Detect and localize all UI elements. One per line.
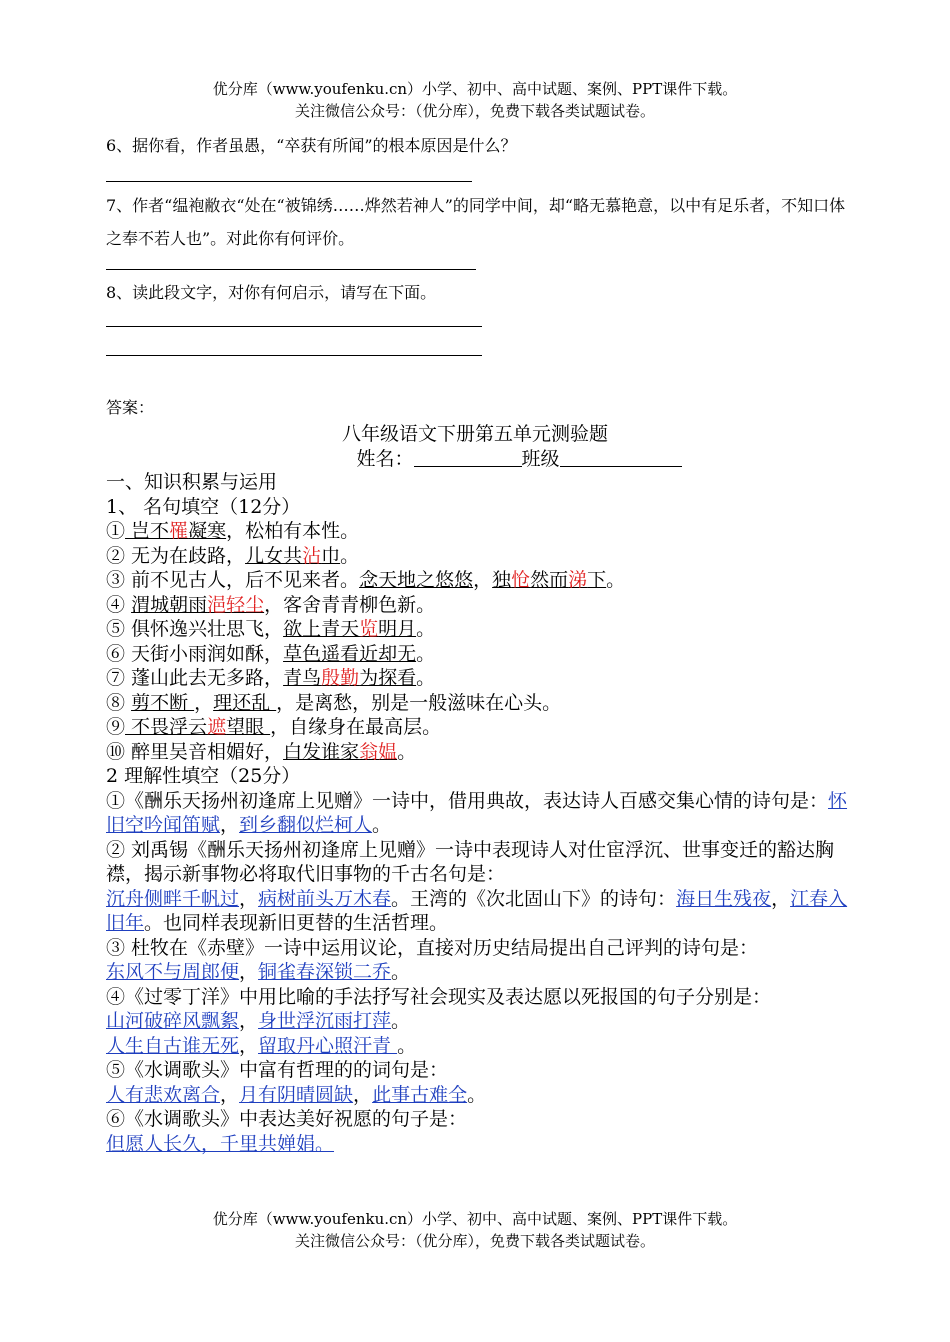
comp-item-5: ⑤《水调歌头》中富有哲理的的词句是： 人有悲欢离合，月有阴晴圆缺，此事古难全。 (106, 1059, 487, 1106)
fill-line-1: ① 岂不罹凝寒，松柏有本性。 (106, 520, 360, 542)
section-1-heading: 一、知识积累与运用 (106, 471, 278, 493)
footer-line-1: 优分库（www.youfenku.cn）小学、初中、高中试题、案例、PPT课件下载。 (212, 1210, 738, 1228)
fill-line-9: ⑨ 不畏浮云遮望眼 ，自缘身在最高层。 (106, 716, 442, 738)
answer-body (106, 470, 851, 1156)
answer-blank-8b[interactable] (106, 355, 482, 356)
fill-line-7: ⑦ 蓬山此去无多路，青鸟殷勤为探看。 (106, 667, 436, 689)
fill-line-2: ② 无为在歧路，儿女共沾巾。 (106, 544, 360, 567)
class-label: 班级 (521, 448, 560, 470)
header-line-1: 优分库（www.youfenku.cn）小学、初中、高中试题、案例、PPT课件下载。 (212, 80, 738, 98)
footer-line-2: 关注微信公众号：（优分库），免费下载各类试题试卷。 (294, 1232, 655, 1250)
header-line-2: 关注微信公众号：（优分库），免费下载各类试题试卷。 (294, 102, 655, 120)
question-7: 7、作者“缊袍敝衣“处在“被锦绣……烨然若神人”的同学中间，却“略无慕艳意，以中有足乐者，不知口体之奉不若人也”。对此你有何评价。 (106, 196, 846, 248)
class-field[interactable] (560, 448, 682, 467)
name-label: 姓名： (356, 448, 414, 470)
exam-title: 八年级语文下册第五单元测验题 (341, 423, 608, 445)
fill-line-8: ⑧ 剪不断 ，理还乱 ，是离愁，别是一般滋味在心头。 (106, 691, 562, 714)
fill-line-10: ⑩ 醉里吴音相媚好，白发谁家翁媪。 (106, 740, 417, 763)
part-2-heading: 2 理解性填空（25分） (106, 765, 301, 787)
answer-blank-7[interactable] (106, 269, 476, 270)
answer-blank-6[interactable] (106, 181, 472, 182)
page-footer (0, 1208, 950, 1252)
answers-label: 答案： (106, 398, 155, 417)
comp-item-1: ①《酬乐天扬州初逢席上见赠》一诗中，借用典故，表达诗人百感交集心情的诗句是：怀旧空吟闻笛赋，到乡翻似烂柯人。 (106, 789, 848, 836)
question-8: 8、读此段文字，对你有何启示，请写在下面。 (106, 283, 437, 302)
name-class-line (0, 447, 950, 472)
name-field[interactable] (414, 448, 522, 467)
fill-line-6: ⑥ 天街小雨润如酥，草色遥看近却无。 (106, 642, 436, 665)
fill-line-5: ⑤ 俱怀逸兴壮思飞，欲上青天览明月。 (106, 618, 436, 640)
comp-item-6: ⑥《水调歌头》中表达美好祝愿的句子是： 但愿人长久，千里共婵娟。 (106, 1108, 468, 1155)
question-6: 6、据你看，作者虽愚，“卒获有所闻”的根本原因是什么？ (106, 136, 517, 155)
part-1-heading: 1、 名句填空（12分） (106, 495, 301, 518)
page-header (0, 78, 950, 122)
comp-item-3: ③ 杜牧在《赤壁》一诗中运用议论，直接对历史结局提出自己评判的诗句是： 东风不与周郎便，铜雀春深锁二乔。 (106, 936, 759, 983)
fill-line-3: ③ 前不见古人，后不见来者。念天地之悠悠，独怆然而涕下。 (106, 569, 626, 591)
fill-line-4: ④ 渭城朝雨浥轻尘，客舍青青柳色新。 (106, 593, 436, 616)
answer-blank-8a[interactable] (106, 326, 482, 327)
comp-item-2: ② 刘禹锡《酬乐天扬州初逢席上见赠》一诗中表现诗人对仕宦浮沉、世事变迁的豁达胸襟，揭示新事物必将取代旧事物的千古名句是： 沉舟侧畔千帆过，病树前头万木春。王湾的《次北固山下》的诗句：海日生残夜，江春入旧年。也同样表现新旧更替的生活哲理。 (106, 838, 848, 934)
comp-item-4: ④《过零丁洋》中用比喻的手法抒写社会现实及表达愿以死报国的句子分别是： 山河破碎风飘絮，身世浮沉雨打萍。 人生自古谁无死，留取丹心照汗青 。 (106, 985, 772, 1057)
